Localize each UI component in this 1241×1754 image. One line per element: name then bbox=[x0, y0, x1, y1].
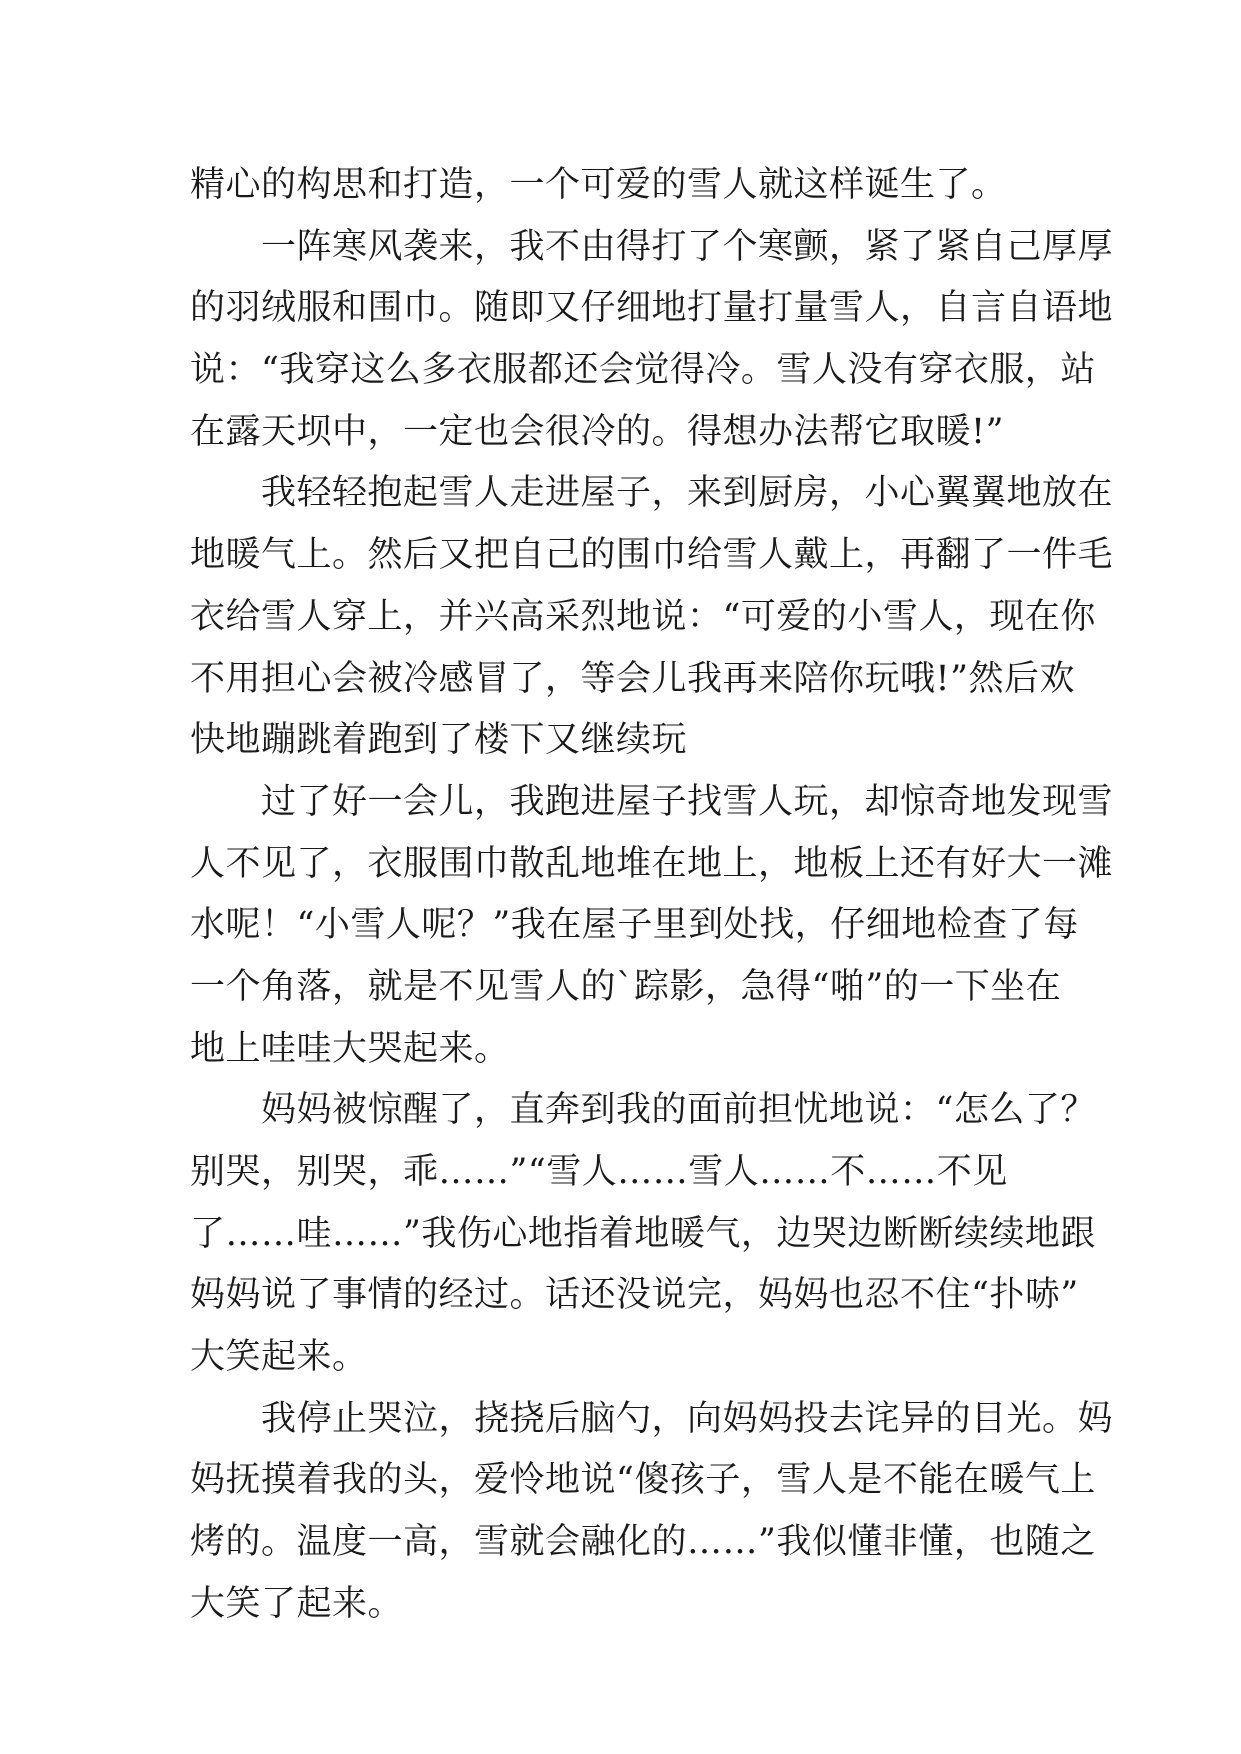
text-line: 衣给雪人穿上，并兴高采烈地说：“可爱的小雪人，现在你 bbox=[190, 596, 1096, 637]
text-line: 地上哇哇大哭起来。 bbox=[190, 1028, 510, 1069]
text-line: 了……哇……”我伤心地指着地暖气，边哭边断断续续地跟 bbox=[190, 1213, 1096, 1254]
text-line: 水呢！“小雪人呢？”我在屋子里到处找，仔细地检查了每 bbox=[190, 905, 1079, 946]
text-line: 人不见了，衣服围巾散乱地堆在地上，地板上还有好大一滩 bbox=[190, 843, 1114, 884]
text-line: 烤的。温度一高，雪就会融化的……”我似懂非懂，也随之 bbox=[190, 1522, 1096, 1563]
text-line: 精心的构思和打造，一个可爱的雪人就这样诞生了。 bbox=[190, 165, 1007, 205]
text-line: 妈妈被惊醒了，直奔到我的面前担忧地说：“怎么了？ bbox=[190, 1090, 1096, 1131]
text-line: 在露天坝中，一定也会很冷的。得想办法帮它取暖!” bbox=[190, 411, 1004, 452]
text-line: 妈抚摸着我的头，爱怜地说“傻孩子，雪人是不能在暖气上 bbox=[190, 1460, 1096, 1501]
text-line: 一阵寒风袭来，我不由得打了个寒颤，紧了紧自己厚厚 bbox=[190, 226, 1114, 267]
document-body bbox=[190, 155, 1114, 1636]
text-line: 快地蹦跳着跑到了楼下又继续玩 bbox=[190, 720, 688, 761]
text-line: 一个角落，就是不见雪人的`踪影，急得“啪”的一下坐在 bbox=[190, 966, 1062, 1007]
text-line: 大笑起来。 bbox=[190, 1337, 368, 1378]
text-line: 地暖气上。然后又把自己的围巾给雪人戴上，再翻了一件毛 bbox=[190, 535, 1114, 576]
text-line: 我停止哭泣，挠挠后脑勺，向妈妈投去诧异的目光。妈 bbox=[190, 1398, 1114, 1439]
text-line: 大笑了起来。 bbox=[190, 1583, 404, 1624]
text-line: 我轻轻抱起雪人走进屋子，来到厨房，小心翼翼地放在 bbox=[190, 473, 1114, 514]
text-line: 说：“我穿这么多衣服都还会觉得冷。雪人没有穿衣服，站 bbox=[190, 350, 1096, 391]
text-line: 不用担心会被冷感冒了，等会儿我再来陪你玩哦!”然后欢 bbox=[190, 658, 1075, 699]
text-line: 过了好一会儿，我跑进屋子找雪人玩，却惊奇地发现雪 bbox=[190, 781, 1114, 822]
text-line: 妈妈说了事情的经过。话还没说完，妈妈也忍不住“扑哧” bbox=[190, 1275, 1079, 1316]
text-line: 别哭，别哭，乖……”“雪人……雪人……不……不见 bbox=[190, 1152, 1008, 1192]
text-line: 的羽绒服和围巾。随即又仔细地打量打量雪人，自言自语地 bbox=[190, 288, 1114, 329]
